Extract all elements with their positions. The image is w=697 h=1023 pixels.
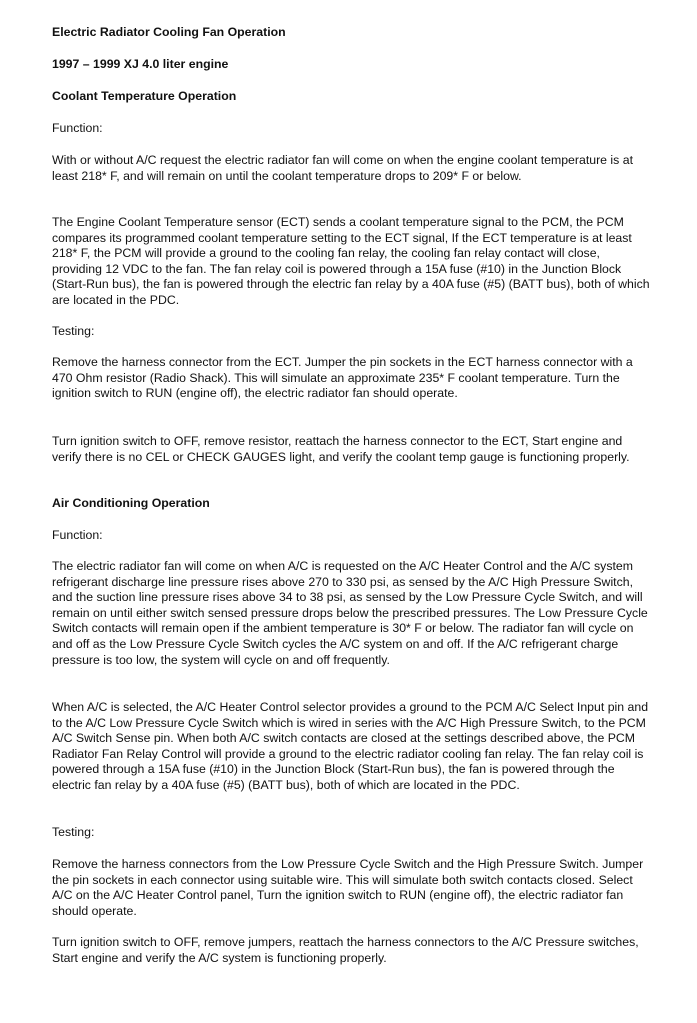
document-title: Electric Radiator Cooling Fan Operation	[52, 25, 286, 39]
ac-testing-label: Testing:	[52, 825, 95, 839]
coolant-section-heading: Coolant Temperature Operation	[52, 89, 237, 103]
ac-testing-paragraph-1: Remove the harness connectors from the Low Pressure Cycle Switch and the High Pressure Switch. Jumper the pin sockets in each connector using suitable wire. This will simulate both switch contacts closed. Select A/C on the A/C Heater Control panel, Turn the ignition switch to RUN (engine off), the electric radiator fan should operate.	[52, 857, 644, 918]
coolant-function-label: Function:	[52, 121, 103, 135]
coolant-function-paragraph-1: With or without A/C request the electric radiator fan will come on when the engine coolant temperature is at least 218* F, and will remain on until the coolant temperature drops to 209* F or below.	[52, 153, 633, 183]
coolant-testing-paragraph-2: Turn ignition switch to OFF, remove resistor, reattach the harness connector to the ECT, Start engine and verify there is no CEL or CHECK GAUGES light, and verify the coolant temp gauge is functioning properly.	[52, 434, 630, 464]
ac-function-paragraph-2: When A/C is selected, the A/C Heater Control selector provides a ground to the PCM A/C Select Input pin and to the A/C Low Pressure Cycle Switch which is wired in series with the A/C High Pressure Switch, to the PCM A/C Switch Sense pin. When both A/C switch contacts are closed at the settings described above, the PCM Radiator Fan Relay Control will provide a ground to the electric radiator cooling fan relay. The fan relay coil is powered through a 15A fuse (#10) in the Junction Block (Start-Run bus), the fan is powered through the electric fan relay by a 40A fuse (#5) (BATT bus), both of which are located in the PDC.	[52, 700, 649, 792]
ac-function-paragraph-1: The electric radiator fan will come on when A/C is requested on the A/C Heater Control and the A/C system refrigerant discharge line pressure rises above 270 to 330 psi, as sensed by the A/C High Pressure Switch, and the suction line pressure rises above 34 to 38 psi, as sensed by the Low Pressure Cycle Switch, and will remain on until either switch sensed pressure drops below the prescribed pressures. The Low Pressure Cycle Switch contacts will remain open if the ambient temperature is 30* F or below. The radiator fan will cycle on and off as the Low Pressure Cycle Switch cycles the A/C system on and off. If the A/C refrigerant charge pressure is too low, the system will cycle on and off frequently.	[52, 559, 648, 667]
document-subtitle: 1997 – 1999 XJ 4.0 liter engine	[52, 57, 229, 71]
coolant-testing-paragraph-1: Remove the harness connector from the ECT. Jumper the pin sockets in the ECT harness connector with a 470 Ohm resistor (Radio Shack). This will simulate an approximate 235* F coolant temperature. Turn the ignition switch to RUN (engine off), the electric radiator fan should operate.	[52, 355, 633, 401]
ac-function-label: Function:	[52, 528, 103, 542]
ac-testing-paragraph-2: Turn ignition switch to OFF, remove jumpers, reattach the harness connectors to the A/C Pressure switches, Start engine and verify the A/C system is functioning properly.	[52, 935, 639, 965]
coolant-testing-label: Testing:	[52, 324, 95, 338]
coolant-function-paragraph-2: The Engine Coolant Temperature sensor (ECT) sends a coolant temperature signal to the PCM, the PCM compares its programmed coolant temperature setting to the ECT signal, If the ECT temperature is at least 218* F, the PCM will provide a ground to the cooling fan relay, the cooling fan relay contact will close, providing 12 VDC to the fan. The fan relay coil is powered through a 15A fuse (#10) in the Junction Block (Start-Run bus), the fan is powered through the electric fan relay by a 40A fuse (#5) (BATT bus), both of which are located in the PDC.	[52, 215, 650, 307]
ac-section-heading: Air Conditioning Operation	[52, 496, 210, 510]
